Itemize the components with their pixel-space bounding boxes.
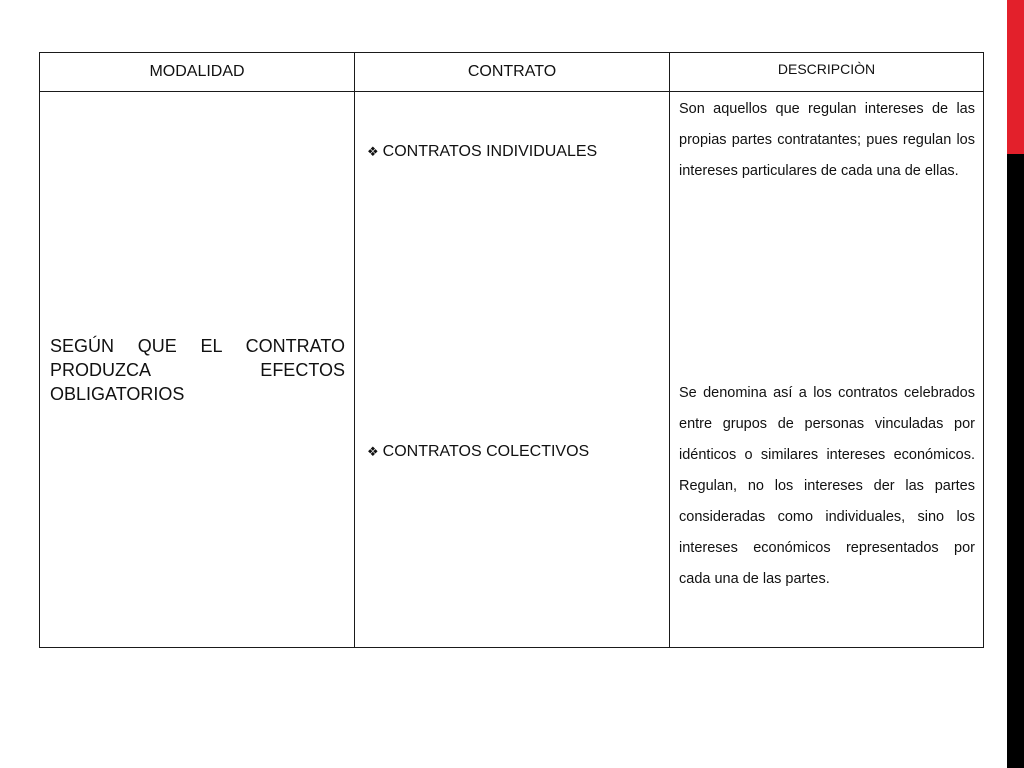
contract-label: CONTRATOS INDIVIDUALES: [382, 143, 598, 160]
contract-item-colectivos: [367, 443, 589, 461]
modalidad-cell: SEGÚN QUE EL CONTRATO PRODUZCA EFECTOS OBLIGATORIOS: [40, 92, 355, 648]
table-header-row: [40, 53, 984, 92]
contracts-table-container: [39, 52, 983, 648]
contracts-table: [39, 52, 984, 648]
contract-label: CONTRATOS COLECTIVOS: [382, 443, 590, 460]
header-descripcion: DESCRIPCIÒN: [670, 53, 984, 92]
contrato-cell: [355, 92, 670, 648]
table-row: [40, 92, 984, 648]
accent-bar-black: [1007, 154, 1024, 768]
diamond-bullet-icon: ❖: [367, 444, 379, 459]
descripcion-colectivos: Se denomina así a los contratos celebrados entre grupos de personas vinculadas por idénticos o similares intereses económicos. Regulan, no los intereses der las partes consideradas como individuales, sino los intereses económicos representados por cada una de las partes.: [679, 385, 975, 587]
header-contrato: CONTRATO: [355, 53, 670, 92]
contract-item-individuales: [367, 143, 597, 161]
descripcion-individuales: Son aquellos que regulan intereses de las propias partes contratantes; pues regulan los intereses particulares de cada una de ellas.: [679, 101, 975, 179]
descripcion-cell: [670, 92, 984, 648]
accent-bar-red: [1007, 0, 1024, 154]
header-modalidad: MODALIDAD: [40, 53, 355, 92]
diamond-bullet-icon: ❖: [367, 144, 379, 159]
